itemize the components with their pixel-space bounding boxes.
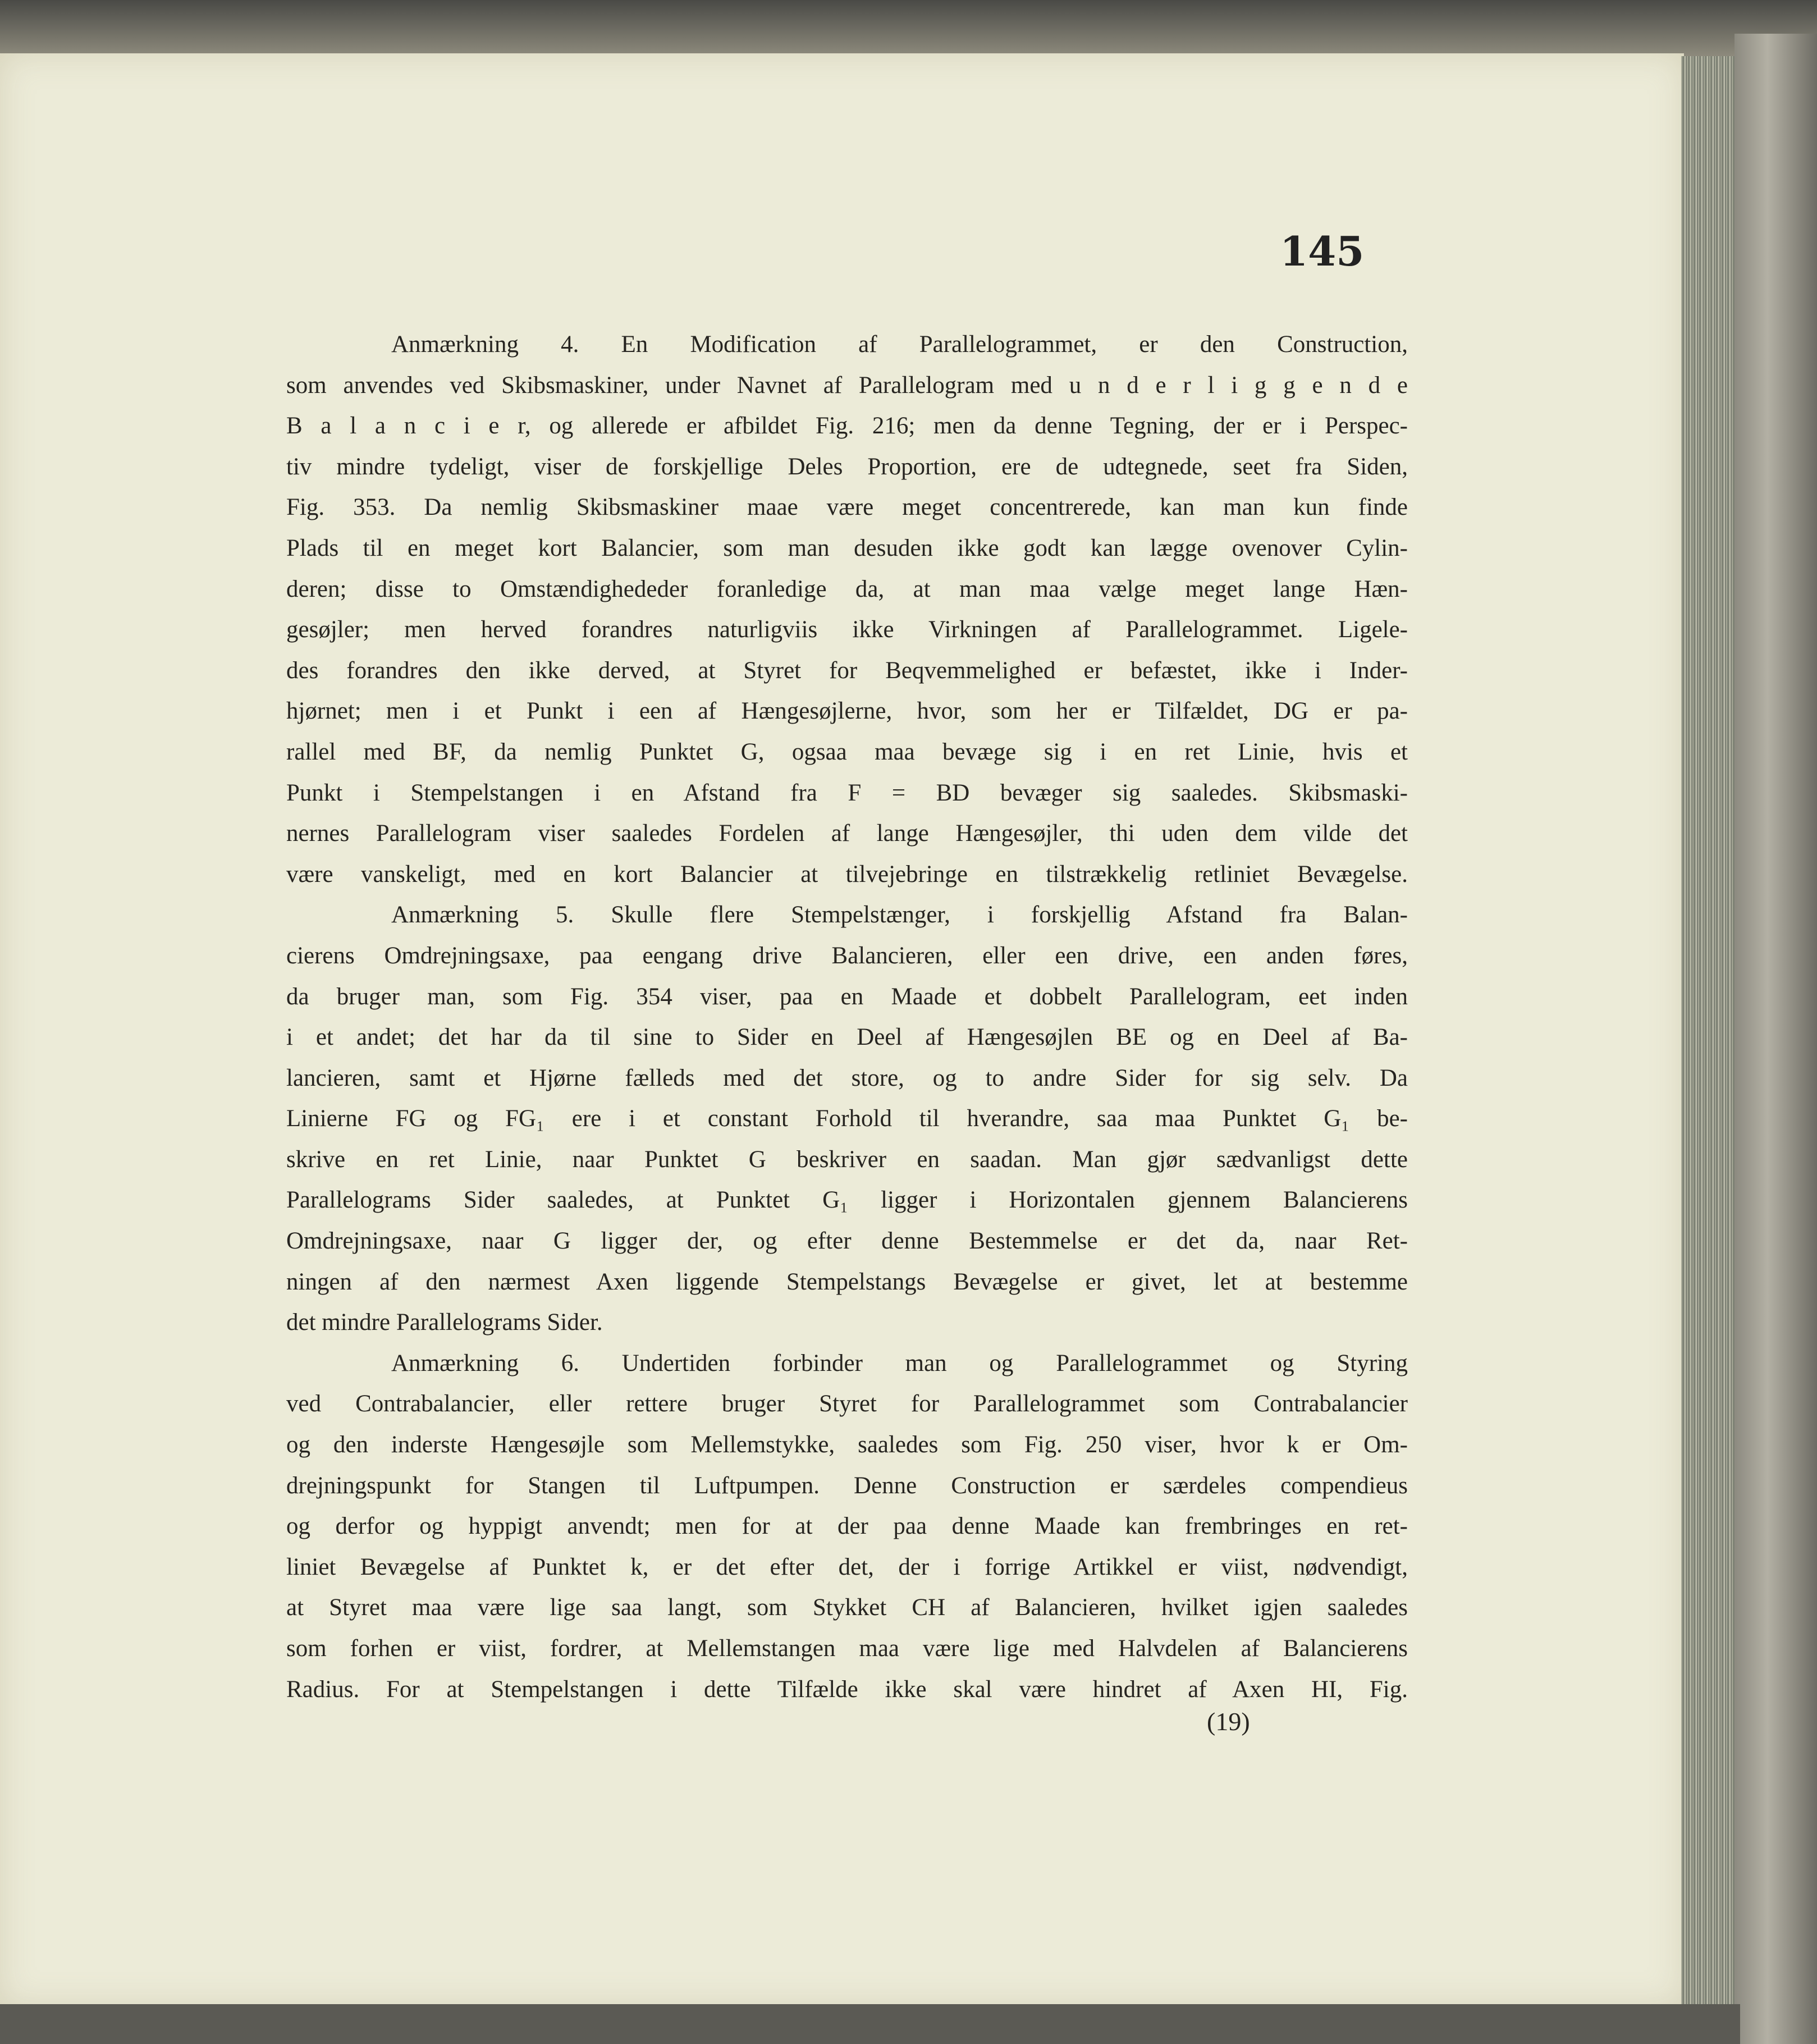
text-line: at Styret maa være lige saa langt, som Stykket CH af Balancieren, hvilket igjen saaledes xyxy=(286,1594,1408,1621)
text-line: Punkt i Stempelstangen i en Afstand fra F = BD bevæger sig saaledes. Skibsmaski- xyxy=(286,779,1408,806)
text-line: da bruger man, som Fig. 354 viser, paa en Maade et dobbelt Parallelogram, eet inden xyxy=(286,983,1408,1010)
text-line: B a l a n c i e r, og allerede er afbildet Fig. 216; men da denne Tegning, der er i Perspec- xyxy=(286,413,1408,440)
text-line: liniet Bevægelse af Punktet k, er det efter det, der i forrige Artikkel er viist, nødvendigt, xyxy=(286,1553,1408,1580)
text-line: Linierne FG og FG₁ ere i et constant Forhold til hverandre, saa maa Punktet G₁ be- xyxy=(286,1105,1408,1132)
text-line: være vanskeligt, med en kort Balancier at tilvejebringe en tilstrækkelig retliniet Bevægelse. xyxy=(286,861,1408,888)
text-line: lancieren, samt et Hjørne fælleds med det store, og to andre Sider for sig selv. Da xyxy=(286,1064,1408,1091)
text-line: nernes Parallelogram viser saaledes Fordelen af lange Hængesøjler, thi uden dem vilde det xyxy=(286,820,1408,847)
scan-bottom-border xyxy=(0,2004,1740,2044)
text-line: Anmærkning 5. Skulle flere Stempelstænger, i forskjellig Afstand fra Balan- xyxy=(391,902,1408,929)
text-line: skrive en ret Linie, naar Punktet G beskriver en saadan. Man gjør sædvanligst dette xyxy=(286,1146,1408,1173)
text-line: des forandres den ikke derved, at Styret for Beqvemmelighed er befæstet, ikke i Inder- xyxy=(286,657,1408,684)
text-line: ningen af den nærmest Axen liggende Stempelstangs Bevægelse er givet, let at bestemme xyxy=(286,1268,1408,1295)
text-line: Fig. 353. Da nemlig Skibsmaskiner maae være meget concentrerede, kan man kun finde xyxy=(286,494,1408,521)
text-line: hjørnet; men i et Punkt i een af Hængesøjlerne, hvor, som her er Tilfældet, DG er pa- xyxy=(286,698,1408,725)
signature-mark: (19) xyxy=(1207,1707,1250,1736)
text-line: som anvendes ved Skibsmaskiner, under Navnet af Parallelogram med u n d e r l i g g e n d e xyxy=(286,372,1408,399)
text-line: og den inderste Hængesøjle som Mellemstykke, saaledes som Fig. 250 viser, hvor k er Om- xyxy=(286,1432,1408,1458)
text-line: Plads til en meget kort Balancier, som man desuden ikke godt kan lægge ovenover Cylin- xyxy=(286,534,1408,561)
text-line: cierens Omdrejningsaxe, paa eengang drive Balancieren, eller een drive, een anden føres, xyxy=(286,942,1408,969)
text-line: og derfor og hyppigt anvendt; men for at der paa denne Maade kan frembringes en ret- xyxy=(286,1513,1408,1540)
text-line: det mindre Parallelograms Sider. xyxy=(286,1309,603,1336)
text-line: deren; disse to Omstændighededer foranledige da, at man maa vælge meget lange Hæn- xyxy=(286,575,1408,602)
body-text xyxy=(286,324,1408,1710)
text-line: Parallelograms Sider saaledes, at Punktet G₁ ligger i Horizontalen gjennem Balancierens xyxy=(286,1187,1408,1214)
text-line: Omdrejningsaxe, naar G ligger der, og efter denne Bestemmelse er det da, naar Ret- xyxy=(286,1228,1408,1255)
text-line: Anmærkning 4. En Modification af Parallelogrammet, er den Construction, xyxy=(391,331,1408,358)
text-line: som forhen er viist, fordrer, at Mellemstangen maa være lige med Halvdelen af Balancierens xyxy=(286,1635,1408,1662)
text-line: Radius. For at Stempelstangen i dette Tilfælde ikke skal være hindret af Axen HI, Fig. xyxy=(286,1676,1408,1703)
text-line: gesøjler; men herved forandres naturligviis ikke Virkningen af Parallelogrammet. Ligele- xyxy=(286,616,1408,643)
page-edges xyxy=(1681,56,1734,2004)
text-line: i et andet; det har da til sine to Sider en Deel af Hængesøjlen BE og en Deel af Ba- xyxy=(286,1024,1408,1051)
scan-top-border xyxy=(0,0,1817,56)
text-line: tiv mindre tydeligt, viser de forskjellige Deles Proportion, ere de udtegnede, seet fra Siden, xyxy=(286,453,1408,480)
book-cover-edge xyxy=(1734,34,1817,2044)
text-line: drejningspunkt for Stangen til Luftpumpen. Denne Construction er særdeles compendieus xyxy=(286,1472,1408,1499)
text-line: ved Contrabalancier, eller rettere bruger Styret for Parallelogrammet som Contrabalancier xyxy=(286,1391,1408,1417)
text-line: rallel med BF, da nemlig Punktet G, ogsaa maa bevæge sig i en ret Linie, hvis et xyxy=(286,738,1408,765)
page-number: 145 xyxy=(1280,227,1365,275)
text-line: Anmærkning 6. Undertiden forbinder man og Parallelogrammet og Styring xyxy=(391,1350,1408,1377)
